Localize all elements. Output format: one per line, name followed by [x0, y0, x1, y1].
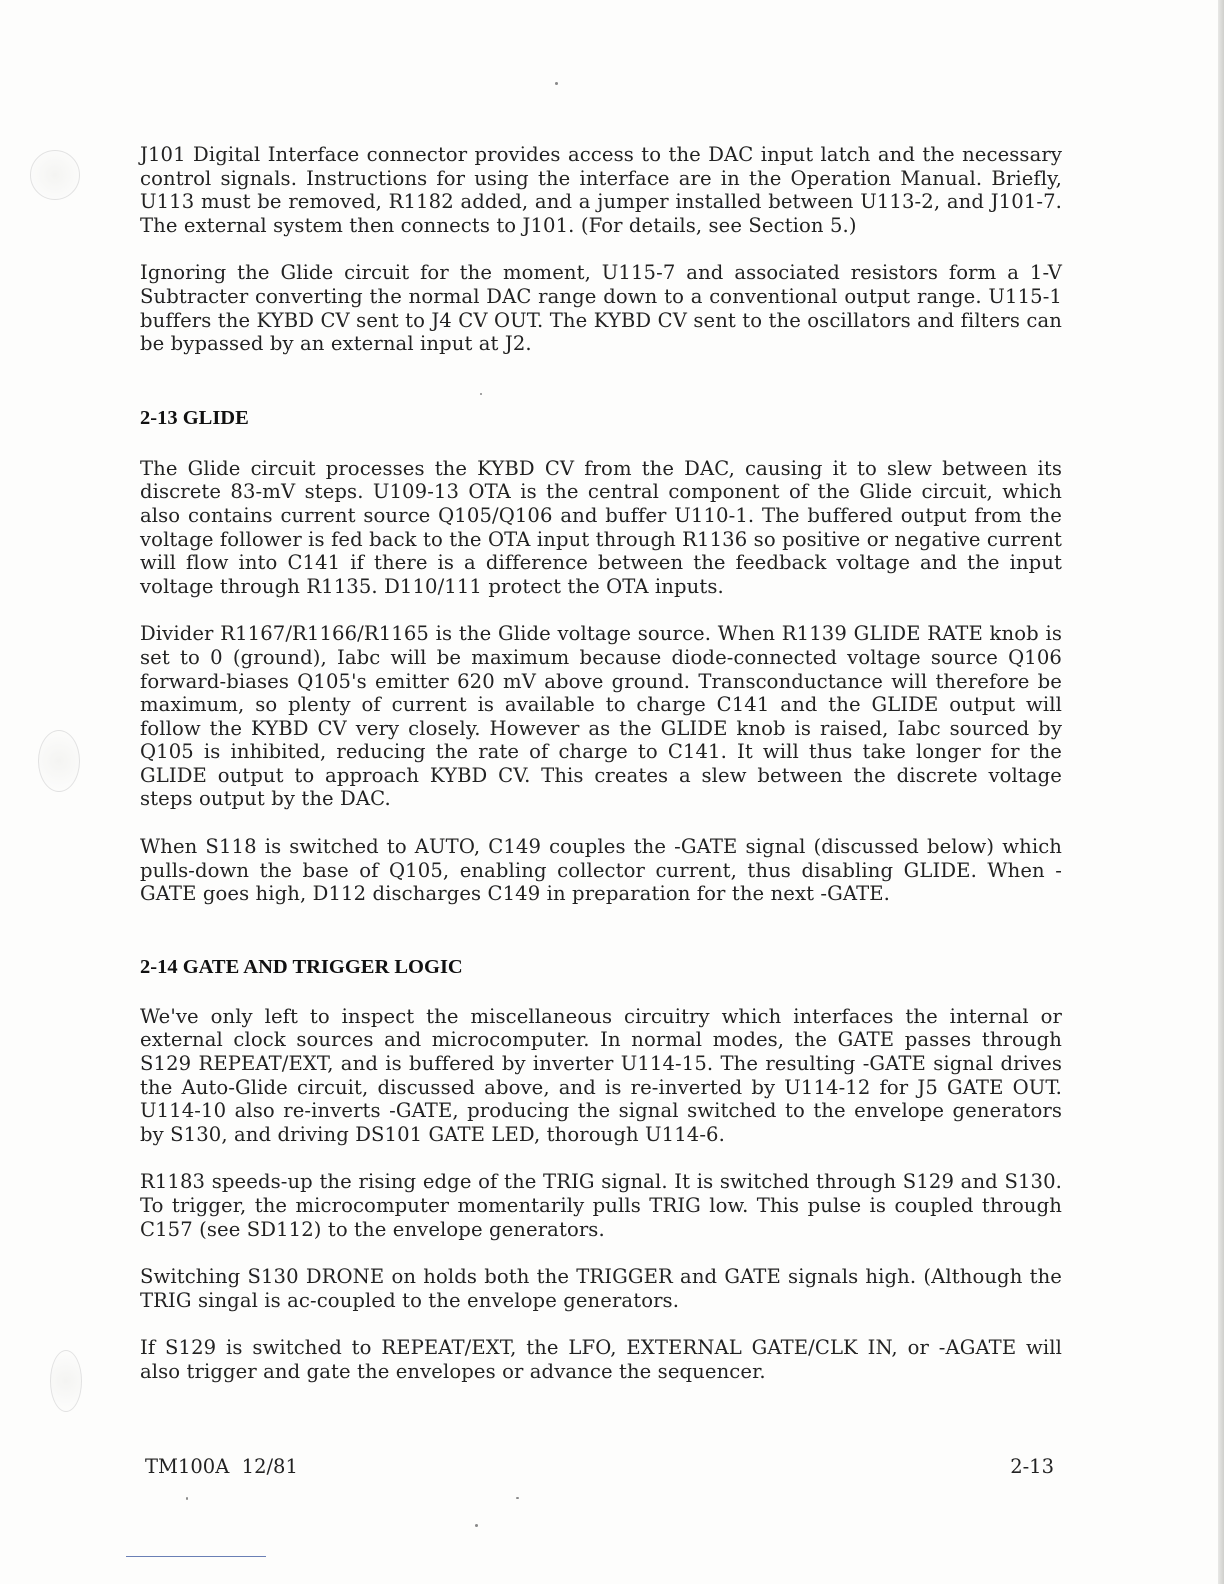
binder-hole-bottom: [50, 1350, 82, 1412]
document-body: [140, 143, 1062, 1384]
section-heading-gate-trigger: 2-14 GATE AND TRIGGER LOGIC: [140, 955, 463, 978]
paragraph-j101-interface: J101 Digital Interface connector provides access to the DAC input latch and the necessary control signals. Instructions for using the interface are in the Operation Manual. Briefly, U113 must be removed, R1182 added, and a jumper installed between U113-2, and J101-7. The external system then connects to J101. (For details, see Section 5.): [140, 143, 1062, 237]
paragraph-s118-auto: When S118 is switched to AUTO, C149 couples the -GATE signal (discussed below) which pulls-down the base of Q105, enabling collector current, thus disabling GLIDE. When -GATE goes high, D112 discharges C149 in preparation for the next -GATE.: [140, 835, 1062, 906]
paragraph-s129-repeat: If S129 is switched to REPEAT/EXT, the LFO, EXTERNAL GATE/CLK IN, or -AGATE will also trigger and gate the envelopes or advance the sequencer.: [140, 1336, 1062, 1383]
footer-doc-id: TM100A 12/81: [145, 1455, 298, 1478]
paragraph-glide-subtracter: Ignoring the Glide circuit for the moment, U115-7 and associated resistors form a 1-V Subtracter converting the normal DAC range down to a conventional output range. U115-1 buffers the KYBD CV sent to J4 CV OUT. The KYBD CV sent to the oscillators and filters can be bypassed by an external input at J2.: [140, 261, 1062, 356]
binder-hole-middle: [38, 730, 80, 792]
scan-speck: [516, 1497, 519, 1499]
scan-speck: [186, 1497, 188, 1500]
paragraph-misc-circuitry: We've only left to inspect the miscellaneous circuitry which interfaces the internal or external clock sources and microcomputer. In normal modes, the GATE passes through S129 REPEAT/EXT, and is buffered by inverter U114-15. The resulting -GATE signal drives the Auto-Glide circuit, discussed above, and is re-inverted by U114-12 for J5 GATE OUT. U114-10 also re-inverts -GATE, producing the signal switched to the envelope generators by S130, and driving DS101 GATE LED, thorough U114-6.: [140, 1004, 1062, 1146]
page-edge-shadow: [1218, 0, 1224, 1584]
scan-speck: [555, 82, 558, 85]
paragraph-s130-drone: Switching S130 DRONE on holds both the TRIGGER and GATE signals high. (Although the TRIG singal is ac-coupled to the envelope generators.: [140, 1265, 1062, 1312]
scan-speck: [475, 1524, 478, 1527]
scan-speck: [480, 393, 482, 395]
section-heading-glide: 2-13 GLIDE: [140, 406, 249, 429]
footer-page-number: 2-13: [1010, 1455, 1054, 1478]
paragraph-divider: Divider R1167/R1166/R1165 is the Glide voltage source. When R1139 GLIDE RATE knob is set to 0 (ground), Iabc will be maximum because diode-connected voltage source Q106 forward-biases Q105's emitter 620 mV above ground. Transconductance will therefore be maximum, so plenty of current is available to charge C141 and the GLIDE output will follow the KYBD CV very closely. However as the GLIDE knob is raised, Iabc sourced by Q105 is inhibited, reducing the rate of charge to C141. It will thus take longer for the GLIDE output to approach KYBD CV. This creates a slew between the discrete voltage steps output by the DAC.: [140, 622, 1062, 811]
paragraph-glide-circuit: The Glide circuit processes the KYBD CV from the DAC, causing it to slew between its discrete 83-mV steps. U109-13 OTA is the central component of the Glide circuit, which also contains current source Q105/Q106 and buffer U110-1. The buffered output from the voltage follower is fed back to the OTA input through R1136 so positive or negative current will flow into C141 if there is a difference between the feedback voltage and the input voltage through R1135. D110/111 protect the OTA inputs.: [140, 456, 1062, 598]
binder-hole-top: [30, 150, 80, 200]
scan-artifact-line: [126, 1556, 266, 1557]
paragraph-r1183-trig: R1183 speeds-up the rising edge of the TRIG signal. It is switched through S129 and S130. To trigger, the microcomputer momentarily pulls TRIG low. This pulse is coupled through C157 (see SD112) to the envelope generators.: [140, 1170, 1062, 1241]
